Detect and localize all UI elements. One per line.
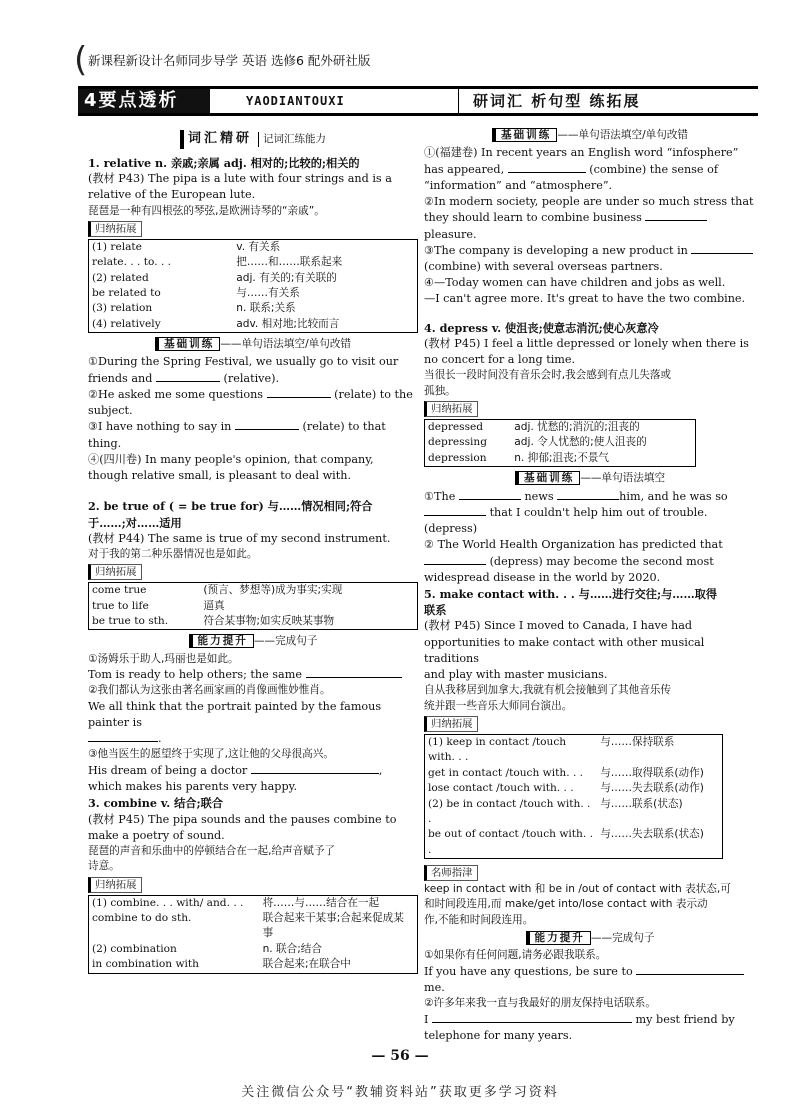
exercise-line: ①(福建卷) In recent years an English word “infosphere” xyxy=(424,146,739,160)
exercise-line: ④(四川卷) In many people's opinion, that company, xyxy=(88,452,374,466)
entry-5-table xyxy=(424,734,723,859)
table-row: be related to 与……有关系 xyxy=(92,286,300,299)
exercise-line: “information” and “atmosphere”. xyxy=(424,178,613,192)
entry-3-example-cont: make a poetry of sound. xyxy=(88,828,225,842)
exercise-line: (depress) xyxy=(424,522,478,536)
entry-4-translation-cont: 孤独。 xyxy=(424,384,456,397)
answer-blank[interactable] xyxy=(88,731,158,742)
section-title-main: 词汇精研 xyxy=(180,130,252,149)
entry-2-table xyxy=(88,582,418,630)
entry-5-drill-title: 能力提升 ——完成句子 xyxy=(424,931,756,946)
entry-3-example: (教材 P45) The pipa sounds and the pauses combine to xyxy=(88,812,397,826)
exercise-line: ②In modern society, people are under so much stress that xyxy=(424,195,754,209)
table-row: (2) related adj. 有关的;有关联的 xyxy=(92,271,337,284)
entry-1-example: (教材 P43) The pipa is a lute with four strings and is a xyxy=(88,172,392,186)
entry-5-note: keep in contact with 和 be in /out of contact with 表状态,可 xyxy=(424,882,731,895)
answer-blank[interactable] xyxy=(424,505,486,516)
exercise-line: ①The news him, and he was so xyxy=(424,489,728,503)
entry-1-head: 1. relative n. 亲戚;亲属 adj. 相对的;比较的;相关的 xyxy=(88,155,360,170)
answer-blank[interactable] xyxy=(508,162,586,173)
section-title-sub: 记词汇练能力 xyxy=(258,132,326,147)
exercise-line: subject. xyxy=(88,404,133,418)
exercise-line: . xyxy=(88,731,418,747)
banner-right: 研词汇 析句型 练拓展 xyxy=(458,89,758,113)
table-row: (3) relation n. 联系;关系 xyxy=(92,302,296,315)
entry-5-translation: 自从我移居到加拿大,我就有机会接触到了其他音乐传 xyxy=(424,684,672,697)
exercise-line: which makes his parents very happy. xyxy=(88,780,297,794)
entry-1-table xyxy=(88,239,418,333)
table-row: true to life 逼真 xyxy=(92,599,225,612)
entry-4-table xyxy=(424,419,696,467)
exercise-line: ②许多年来我一直与我最好的朋友保持电话联系。 xyxy=(424,997,656,1010)
table-row: (1) relate v. 有关系 xyxy=(92,240,281,253)
table-row: in combination with 联合起来;在联合中 xyxy=(92,958,351,971)
exercise-line: We all think that the portrait painted by the famous painter is xyxy=(88,699,382,729)
exercise-line: ②我们都认为这张由著名画家画的肖像画惟妙惟肖。 xyxy=(88,684,331,697)
exercise-line: ①如果你有任何问题,请务必跟我联系。 xyxy=(424,949,607,962)
exercise-line: (combine) with several overseas partners. xyxy=(424,260,663,273)
table-row: depressed adj. 忧愁的;消沉的;沮丧的 xyxy=(428,421,640,434)
exercise-line: His dream of being a doctor , xyxy=(88,763,383,777)
exercise-line: that I couldn't help him out of trouble. xyxy=(424,505,756,521)
entry-5-example-cont: opportunities to make contact with other musical traditions xyxy=(424,635,705,665)
answer-blank[interactable] xyxy=(424,554,486,565)
table-row: (1) keep in contact /touch with. . . 与……保持联系 xyxy=(428,736,675,764)
entry-2-drill-title: 能力提升 ——完成句子 xyxy=(88,634,418,649)
entry-3-table xyxy=(88,895,418,974)
answer-blank[interactable] xyxy=(235,419,299,430)
exercise-line: widespread disease in the world by 2020. xyxy=(424,570,661,584)
exercise-line: friends and (relative). xyxy=(88,371,280,385)
section-banner xyxy=(78,86,758,116)
entry-5-head-cont: 联系 xyxy=(424,603,447,618)
table-row: (2) be in contact /touch with. . . 与……联系(状态) xyxy=(428,797,683,825)
exercise-line: telephone for many years. xyxy=(424,1028,573,1042)
table-row: (1) combine. . . with/ and. . . 将……与……结合在一起 xyxy=(92,896,380,909)
exercise-line: ①汤姆乐于助人,玛丽也是如此。 xyxy=(88,652,239,665)
answer-blank[interactable] xyxy=(557,489,619,500)
entry-4-tag: 归纳拓展 xyxy=(424,401,478,417)
answer-blank[interactable] xyxy=(251,763,379,774)
exercise-line: —I can't agree more. It's great to have the two combine. xyxy=(424,292,746,306)
entry-5-note-cont: 作,不能和时间段连用。 xyxy=(424,913,534,926)
entry-1-translation: 琵琶是一种有四根弦的琴弦,是欧洲诗琴的“亲戚”。 xyxy=(88,204,325,217)
table-row: be out of contact /touch with. . . 与……失去联系(状态) xyxy=(428,828,704,856)
table-row: be true to sth. 符合某事物;如实反映某事物 xyxy=(92,615,335,628)
table-row: combine to do sth. 联合起来干某事;合起来促成某事 xyxy=(92,912,404,940)
table-row: lose contact /touch with. . . 与……失去联系(动作) xyxy=(428,782,704,795)
entry-4-example: (教材 P45) I feel a little depressed or lonely when there is xyxy=(424,336,749,350)
exercise-line: ②He asked me some questions (relate) to the xyxy=(88,387,413,401)
exercise-line: though relative small, is pleasant to deal with. xyxy=(88,469,351,483)
table-row: relate. . . to. . . 把……和……联系起来 xyxy=(92,256,343,269)
exercise-line: I my best friend by xyxy=(424,1012,735,1026)
entry-5-tag: 归纳拓展 xyxy=(424,716,478,732)
page-number: — 56 — xyxy=(371,1048,429,1064)
exercise-line: me. xyxy=(424,981,445,994)
entry-5-example: (教材 P45) Since I moved to Canada, I have had xyxy=(424,619,693,633)
entry-3-translation: 琵琶的声音和乐曲中的停顿结合在一起,给声音赋予了 xyxy=(88,844,336,857)
answer-blank[interactable] xyxy=(645,210,707,221)
entry-2-head-cont: 于……;对……适用 xyxy=(88,515,182,530)
banner-left: 4要点透析 xyxy=(78,89,210,113)
entry-3-translation-cont: 诗意。 xyxy=(88,860,120,873)
section-title xyxy=(88,130,418,149)
left-column xyxy=(88,128,418,978)
exercise-line: has appeared, (combine) the sense of xyxy=(424,162,718,176)
exercise-line: thing. xyxy=(88,436,122,450)
table-row: depressing adj. 令人忧愁的;使人沮丧的 xyxy=(428,436,647,449)
exercise-line: ④—Today women can have children and jobs as well. xyxy=(424,276,726,290)
entry-1-example-cont: relative of the European lute. xyxy=(88,188,256,202)
exercise-line: (depress) may become the second most xyxy=(424,554,756,570)
entry-2-head: 2. be true of ( = be true for) 与……情况相同;符合 xyxy=(88,499,373,514)
right-column xyxy=(424,128,756,1044)
exercise-line: ③他当医生的愿望终于实现了,这让他的父母很高兴。 xyxy=(88,748,334,761)
entry-2-example: (教材 P44) The same is true of my second instrument. xyxy=(88,531,391,545)
header-bracket: ( xyxy=(74,40,88,80)
exercise-line: ③The company is developing a new product in xyxy=(424,243,756,259)
entry-5-note-tag: 名师指津 xyxy=(424,865,478,881)
entry-5-example-cont: and play with master musicians. xyxy=(424,668,608,682)
entry-5-translation-cont: 统并跟一些音乐大师同台演出。 xyxy=(424,699,573,712)
answer-blank[interactable] xyxy=(306,667,402,678)
exercise-line: they should learn to combine business pleasure. xyxy=(424,210,756,242)
exercise-line: ③I have nothing to say in (relate) to that xyxy=(88,420,386,434)
answer-blank[interactable] xyxy=(691,243,753,254)
entry-3-tag: 归纳拓展 xyxy=(88,877,142,893)
running-header xyxy=(74,40,758,80)
exercise-line: If you have any questions, be sure to xyxy=(424,964,756,980)
entry-1-drill-title: 基础训练 ——单句语法填空/单句改错 xyxy=(88,337,418,352)
entry-5-note-cont: 和时间段连用,而 make/get into/lose contact with 表示动 xyxy=(424,898,708,911)
combine-drill-title: 基础训练 ——单句语法填空/单句改错 xyxy=(424,128,756,143)
answer-blank[interactable] xyxy=(156,371,220,382)
answer-blank[interactable] xyxy=(636,964,744,975)
table-row: depression n. 抑郁;沮丧;不景气 xyxy=(428,451,610,464)
entry-4-example-cont: no concert for a long time. xyxy=(424,353,576,367)
table-row: get in contact /touch with. . . 与……取得联系(动作) xyxy=(428,766,704,779)
answer-blank[interactable] xyxy=(267,387,331,398)
answer-blank[interactable] xyxy=(459,489,521,500)
entry-4-head: 4. depress v. 使沮丧;使意志消沉;使心灰意冷 xyxy=(424,320,659,335)
banner-pinyin: YAODIANTOUXI xyxy=(246,94,345,108)
answer-blank[interactable] xyxy=(432,1012,632,1023)
table-row: (2) combination n. 联合;结合 xyxy=(92,942,322,955)
entry-3-head: 3. combine v. 结合;联合 xyxy=(88,796,223,811)
header-title: 新课程新设计名师同步导学 英语 选修6 配外研社版 xyxy=(88,53,371,68)
exercise-line: Tom is ready to help others; the same xyxy=(88,667,418,683)
entry-4-translation: 当很长一段时间没有音乐会时,我会感到有点儿失落或 xyxy=(424,369,672,382)
exercise-line: ② The World Health Organization has predicted that xyxy=(424,538,723,552)
footer-watermark: 关注微信公众号“教辅资料站”获取更多学习资料 xyxy=(241,1085,559,1100)
exercise-line: ①During the Spring Festival, we usually go to visit our xyxy=(88,355,399,369)
table-row: come true (预言、梦想等)成为事实;实现 xyxy=(92,584,343,597)
entry-1-tag: 归纳拓展 xyxy=(88,221,142,237)
entry-2-tag: 归纳拓展 xyxy=(88,564,142,580)
entry-5-head: 5. make contact with. . . 与……进行交往;与……取得 xyxy=(424,586,718,601)
table-row: (4) relatively adv. 相对地;比较而言 xyxy=(92,317,340,330)
entry-4-drill-title: 基础训练 ——单句语法填空 xyxy=(424,471,756,486)
entry-2-translation: 对于我的第二种乐器情况也是如此。 xyxy=(88,548,258,560)
